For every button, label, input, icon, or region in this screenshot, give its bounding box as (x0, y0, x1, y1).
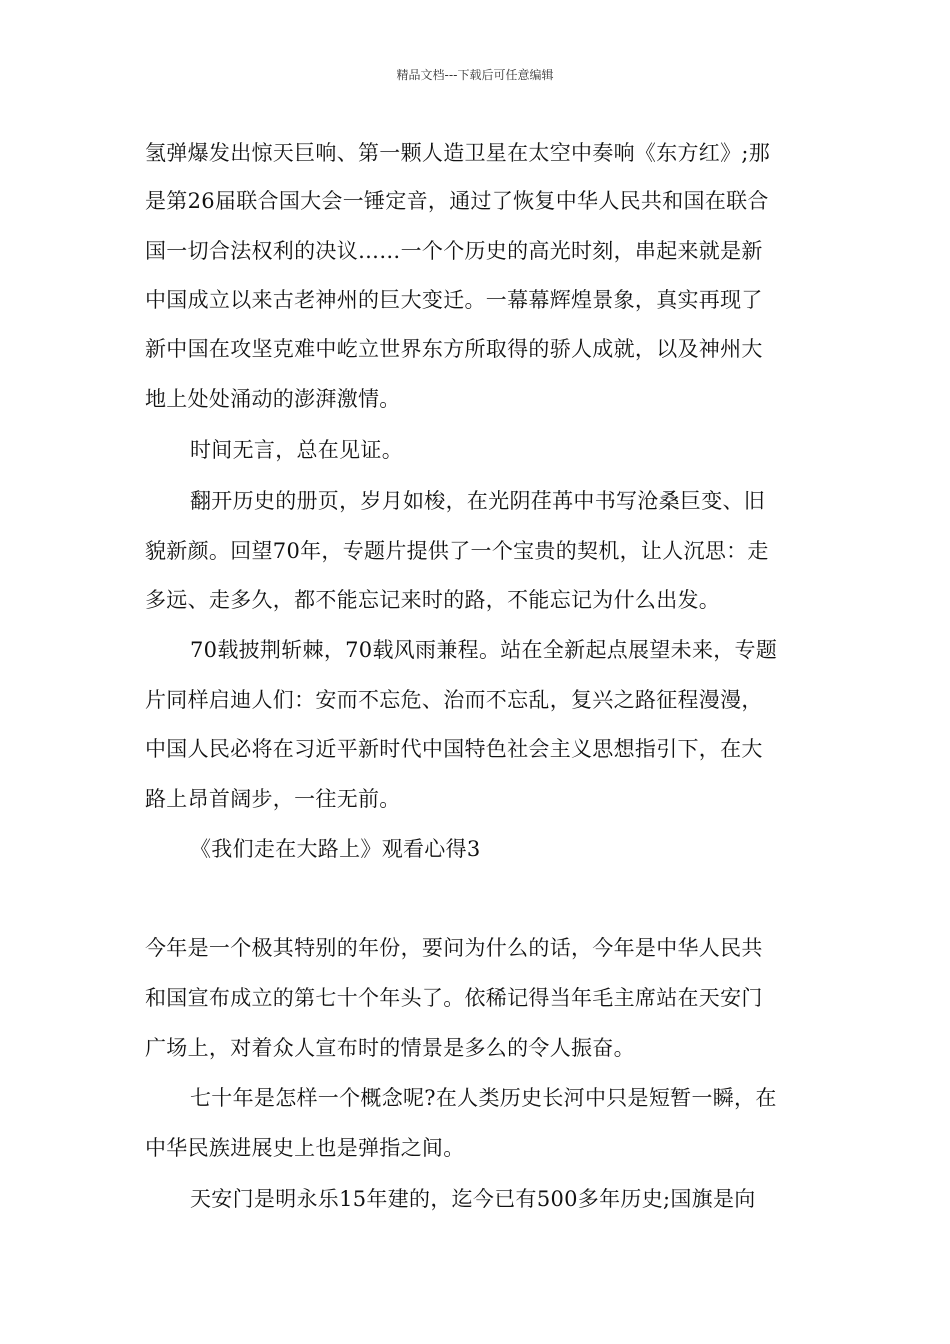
text-line: 是第26届联合国大会一锤定音，通过了恢复中华人民共和国在联合 (145, 189, 769, 213)
text-line: 多远、走多久，都不能忘记来时的路，不能忘记为什么出发。 (145, 588, 721, 612)
text-line: 中华民族进展史上也是弹指之间。 (145, 1136, 465, 1160)
page-header: 精品文档---下载后可任意编辑 (396, 68, 554, 82)
text-line: 路上昂首阔步，一往无前。 (145, 787, 401, 811)
text-line: 翻开历史的册页，岁月如梭，在光阴荏苒中书写沧桑巨变、旧 (190, 489, 766, 513)
text-line: 今年是一个极其特别的年份，要问为什么的话，今年是中华人民共 (145, 936, 763, 960)
text-line: 广场上，对着众人宣布时的情景是多么的令人振奋。 (145, 1036, 635, 1060)
text-line: 片同样启迪人们：安而不忘危、治而不忘乱，复兴之路征程漫漫， (145, 688, 763, 712)
text-line: 中国人民必将在习近平新时代中国特色社会主义思想指引下，在大 (145, 737, 763, 761)
text-line: 七十年是怎样一个概念呢?在人类历史长河中只是短暂一瞬，在 (190, 1086, 777, 1110)
text-line: 70载披荆斩棘，70载风雨兼程。站在全新起点展望未来，专题 (190, 638, 778, 662)
text-line: 氢弹爆发出惊天巨响、第一颗人造卫星在太空中奏响《东方红》;那 (145, 141, 771, 165)
text-line: 中国成立以来古老神州的巨大变迁。一幕幕辉煌景象，真实再现了 (145, 288, 763, 312)
text-line: 国一切合法权利的决议……一个个历史的高光时刻，串起来就是新 (145, 239, 763, 263)
text-line: 貌新颜。回望70年，专题片提供了一个宝贵的契机，让人沉思：走 (145, 539, 769, 563)
section-heading: 《我们走在大路上》观看心得3 (190, 837, 481, 861)
text-line: 新中国在攻坚克难中屹立世界东方所取得的骄人成就，以及神州大 (145, 337, 763, 361)
text-line: 时间无言，总在见证。 (190, 438, 403, 462)
text-line: 地上处处涌动的澎湃激情。 (145, 387, 401, 411)
text-line: 天安门是明永乐15年建的，迄今已有500多年历史;国旗是向 (190, 1187, 756, 1211)
text-line: 和国宣布成立的第七十个年头了。依稀记得当年毛主席站在天安门 (145, 986, 763, 1010)
